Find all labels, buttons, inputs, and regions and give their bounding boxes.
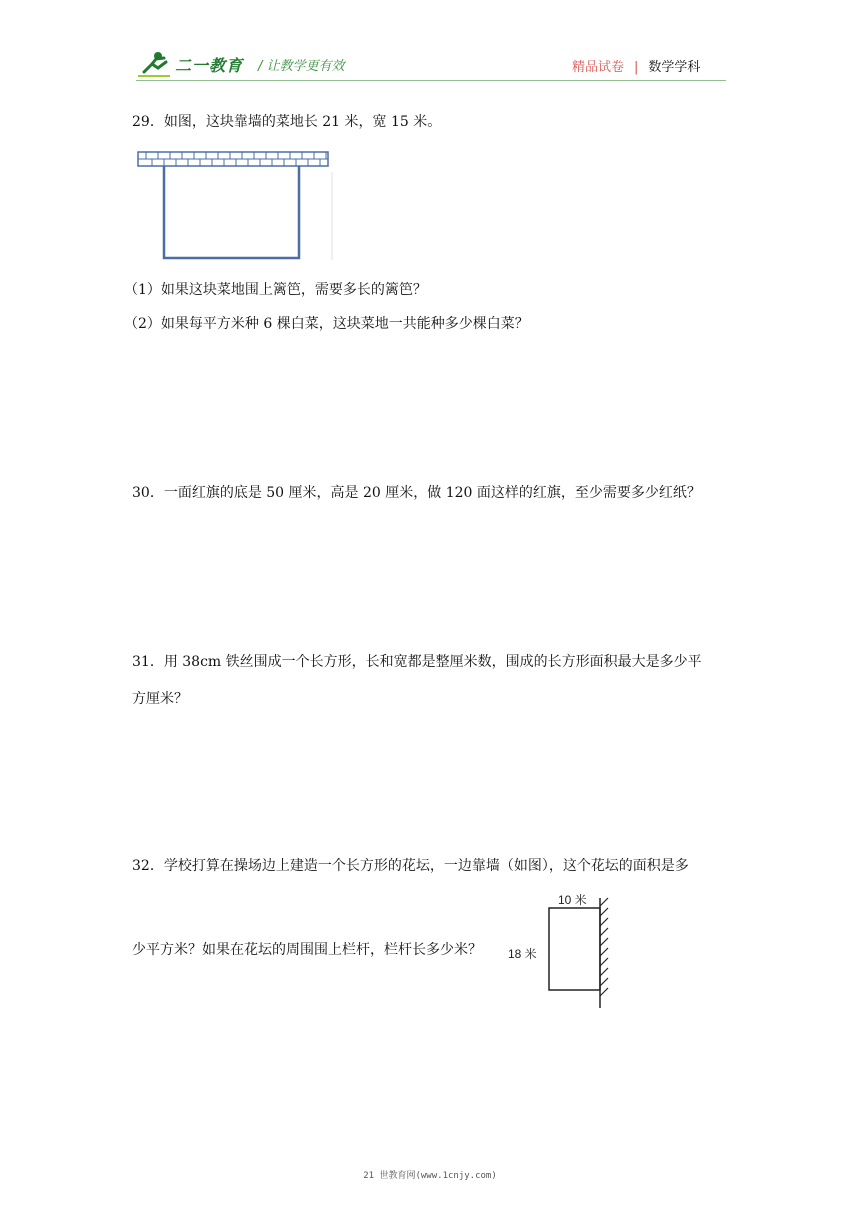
q29-sub1: （1）如果这块菜地围上篱笆，需要多长的篱笆？ <box>124 282 427 298</box>
q32-flowerbed-figure <box>500 886 640 1012</box>
header-tags <box>572 56 700 75</box>
logo-runner-icon <box>136 50 172 78</box>
q29-sub2: （2）如果每平方米种 6 棵白菜，这块菜地一共能种多少棵白菜？ <box>124 316 529 332</box>
brand-slogan: / 让教学更有效 <box>258 59 345 74</box>
header-separator: | <box>634 60 639 75</box>
page-footer: 21 世教育网(www.1cnjy.com) <box>363 1171 497 1181</box>
flowerbed-rect <box>549 908 600 990</box>
brick-wall <box>138 152 328 166</box>
q30-stem: 30．一面红旗的底是 50 厘米，高是 20 厘米，做 120 面这样的红旗，至少需要多少红纸？ <box>132 485 701 501</box>
q31-line2: 方厘米？ <box>132 691 188 707</box>
wall-hatching <box>600 898 608 996</box>
q29-stem: 29．如图，这块靠墙的菜地长 21 米，宽 15 米。 <box>132 114 442 130</box>
q32-line1: 32．学校打算在操场边上建造一个长方形的花坛，一边靠墙（如图），这个花坛的面积是多 <box>132 858 689 874</box>
quality-tag: 精品试卷 <box>572 60 625 75</box>
brand-name: 二一教育 <box>175 56 244 75</box>
header-divider <box>136 80 726 81</box>
garden-fence <box>164 166 299 258</box>
q29-garden-figure <box>136 148 336 264</box>
subject-tag: 数学学科 <box>648 60 701 75</box>
height-label: 18 米 <box>508 947 537 961</box>
q31-line1: 31．用 38cm 铁丝围成一个长方形，长和宽都是整厘米数，围成的长方形面积最大是多少平 <box>132 654 702 670</box>
width-label: 10 米 <box>558 893 587 907</box>
q32-line2: 少平方米？如果在花坛的周围围上栏杆，栏杆长多少米？ <box>132 942 482 958</box>
